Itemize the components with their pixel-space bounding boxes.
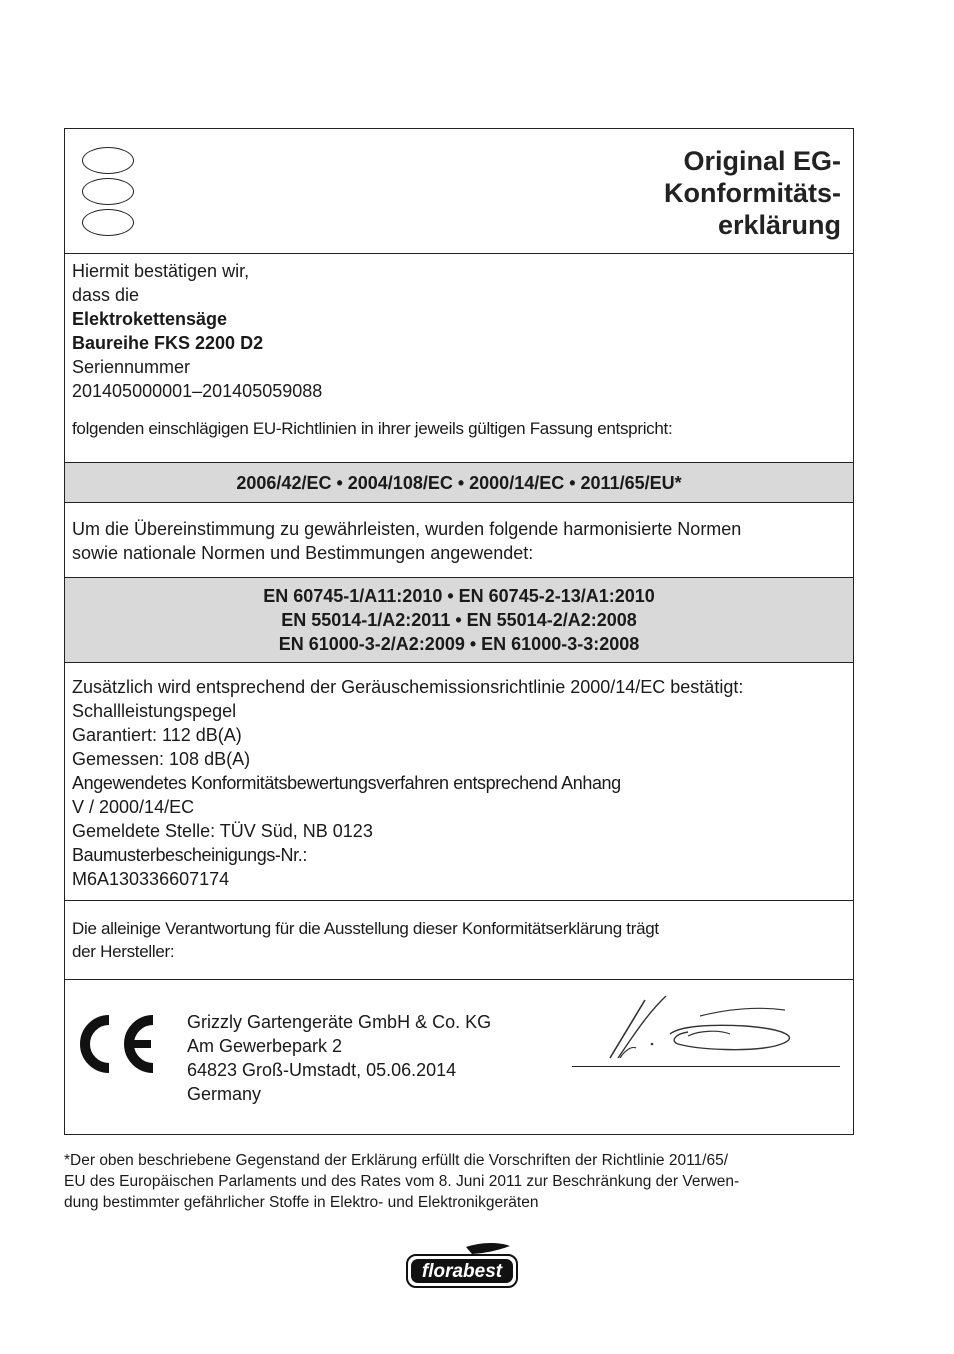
- language-oval-1: [82, 147, 134, 174]
- standards-band: [65, 578, 853, 663]
- noise-procedure: Angewendetes Konformitätsbewertungsverfahren entsprechend Anhang: [72, 773, 621, 793]
- noise-line-2: Schallleistungspegel: [72, 701, 237, 721]
- signature-line: [572, 1066, 840, 1067]
- title-line-2: Konformitäts-: [664, 178, 841, 208]
- manufacturer-city-date: 64823 Groß-Umstadt, 05.06.2014: [187, 1060, 457, 1080]
- standards-intro-line-2: sowie nationale Normen und Bestimmungen angewendet:: [72, 543, 534, 563]
- language-oval-3: [82, 209, 134, 236]
- manufacturer-country: Germany: [187, 1084, 262, 1104]
- signature-section: [65, 980, 853, 1134]
- notified-body: Gemeldete Stelle: TÜV Süd, NB 0123: [72, 821, 373, 841]
- intro-line-1: Hiermit bestätigen wir,: [72, 261, 250, 281]
- footnote-line-1: *Der oben beschriebene Gegenstand der Erklärung erfüllt die Vorschriften der Richtlinie 2011/65/: [64, 1152, 729, 1169]
- language-ovals: [82, 147, 134, 240]
- footnote-line-2: EU des Europäischen Parlaments und des Rates vom 8. Juni 2011 zur Beschränkung der Verwen-: [64, 1173, 740, 1190]
- standards-intro-line-1: Um die Übereinstimmung zu gewährleisten, wurden folgende harmonisierte Normen: [72, 519, 742, 539]
- standard-line-2: EN 55014-1/A2:2011 • EN 55014-2/A2:2008: [281, 610, 637, 630]
- responsibility-section: [65, 901, 853, 980]
- manufacturer-street: Am Gewerbepark 2: [187, 1036, 343, 1056]
- standards-intro: [65, 503, 853, 578]
- serial-range: 201405000001–201405059088: [72, 381, 323, 401]
- document-title: [664, 145, 841, 241]
- language-oval-2: [82, 178, 134, 205]
- ce-mark-icon: [73, 1014, 157, 1079]
- noise-line-1: Zusätzlich wird entsprechend der Geräuschemissionsrichtlinie 2000/14/EC bestätigt:: [72, 677, 744, 697]
- certificate-number: M6A130336607174: [72, 869, 230, 889]
- responsibility-line-1: Die alleinige Verantwortung für die Ausstellung dieser Konformitätserklärung trägt: [72, 919, 659, 938]
- logo-text: florabest: [421, 1261, 503, 1282]
- header-section: [65, 129, 853, 254]
- manufacturer-name: Grizzly Gartengeräte GmbH & Co. KG: [187, 1012, 492, 1032]
- intro-section: [65, 254, 853, 463]
- florabest-logo: [404, 1243, 522, 1296]
- product-series: Baureihe FKS 2200 D2: [72, 333, 264, 353]
- directives-band: 2006/42/EC • 2004/108/EC • 2000/14/EC • 2011/65/EU*: [65, 463, 853, 503]
- manufacturer-address: [187, 1010, 491, 1106]
- noise-guaranteed: Garantiert: 112 dB(A): [72, 725, 242, 745]
- certificate-label: Baumusterbescheinigungs-Nr.:: [72, 845, 307, 865]
- serial-label: Seriennummer: [72, 357, 191, 377]
- title-line-1: Original EG-: [683, 146, 841, 176]
- standard-line-1: EN 60745-1/A11:2010 • EN 60745-2-13/A1:2010: [263, 586, 655, 606]
- responsibility-line-2: der Hersteller:: [72, 942, 175, 961]
- noise-section: [65, 663, 853, 901]
- intro-line-2: dass die: [72, 285, 140, 305]
- footnote: [64, 1150, 864, 1213]
- signature-icon: [570, 986, 810, 1071]
- declaration-frame: [64, 128, 854, 1135]
- title-line-3: erklärung: [717, 210, 841, 240]
- standard-line-3: EN 61000-3-2/A2:2009 • EN 61000-3-3:2008: [278, 634, 640, 654]
- noise-annex: V / 2000/14/EC: [72, 797, 195, 817]
- footnote-line-3: dung bestimmter gefährlicher Stoffe in Elektro- und Elektronikgeräten: [64, 1194, 539, 1211]
- product-name: Elektrokettensäge: [72, 309, 228, 329]
- directive-sentence: folgenden einschlägigen EU-Richtlinien in ihrer jeweils gültigen Fassung entspricht:: [72, 419, 673, 438]
- noise-measured: Gemessen: 108 dB(A): [72, 749, 251, 769]
